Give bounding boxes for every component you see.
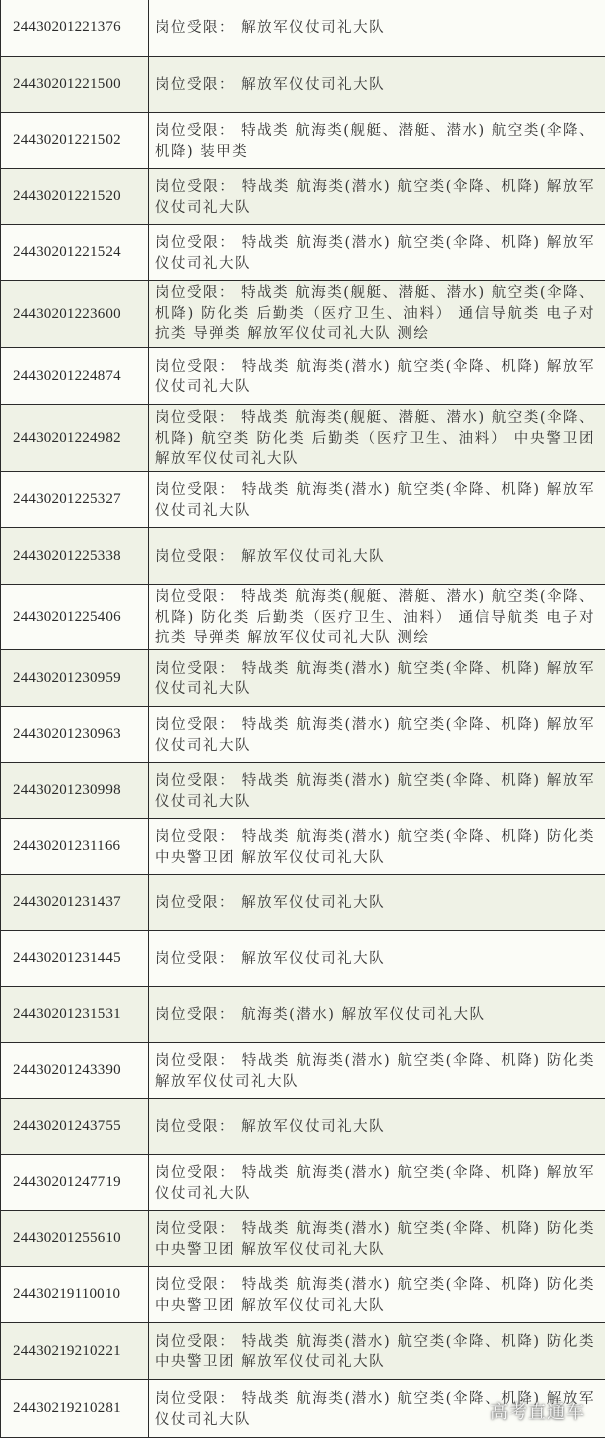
- restriction-cell: 岗位受限： 特战类 航海类(潜水) 航空类(伞降、机降) 解放军仪仗司礼大队: [149, 1380, 605, 1437]
- restriction-cell: 岗位受限： 特战类 航海类(潜水) 航空类(伞降、机降) 防化类 中央警卫团 解放军仪仗司礼大队: [149, 819, 605, 874]
- table-row: [1, 472, 605, 528]
- code-cell: 24430201221502: [1, 113, 149, 168]
- restriction-cell: 岗位受限： 特战类 航海类(舰艇、潜艇、潜水) 航空类(伞降、机降) 防化类 后勤类（医疗卫生、油料） 通信导航类 电子对抗类 导弹类 解放军仪仗司礼大队 测绘: [149, 281, 605, 347]
- code-cell: 24430201225406: [1, 585, 149, 649]
- table-row: [1, 225, 605, 281]
- table-row: [1, 1099, 605, 1155]
- restriction-cell: 岗位受限： 特战类 航海类(潜水) 航空类(伞降、机降) 解放军仪仗司礼大队: [149, 1155, 605, 1210]
- code-cell: 24430201243390: [1, 1043, 149, 1098]
- table-row: [1, 348, 605, 405]
- code-cell: 24430201231445: [1, 931, 149, 986]
- code-cell: 24430201230998: [1, 763, 149, 818]
- table-row: [1, 987, 605, 1043]
- table-row: [1, 1267, 605, 1323]
- table-row: [1, 1211, 605, 1267]
- table-row: [1, 819, 605, 875]
- code-cell: 24430201224982: [1, 405, 149, 471]
- restriction-cell: 岗位受限： 解放军仪仗司礼大队: [149, 0, 605, 56]
- table-row: [1, 281, 605, 348]
- code-cell: 24430219210221: [1, 1323, 149, 1379]
- restriction-cell: 岗位受限： 解放军仪仗司礼大队: [149, 528, 605, 584]
- code-cell: 24430201221524: [1, 225, 149, 280]
- restriction-cell: 岗位受限： 特战类 航海类(潜水) 航空类(伞降、机降) 防化类 中央警卫团 解放军仪仗司礼大队: [149, 1211, 605, 1266]
- code-cell: 24430201243755: [1, 1099, 149, 1154]
- table-row: [1, 405, 605, 472]
- table-row: [1, 931, 605, 987]
- code-cell: 24430201247719: [1, 1155, 149, 1210]
- table-row: [1, 875, 605, 931]
- code-cell: 24430219210281: [1, 1380, 149, 1437]
- table-row: [1, 1323, 605, 1380]
- code-cell: 24430201221520: [1, 169, 149, 224]
- restriction-cell: 岗位受限： 特战类 航海类(潜水) 航空类(伞降、机降) 防化类 中央警卫团 解放军仪仗司礼大队: [149, 1323, 605, 1379]
- table-row: [1, 169, 605, 225]
- code-cell: 24430201225338: [1, 528, 149, 584]
- code-cell: 24430201231531: [1, 987, 149, 1042]
- code-cell: 24430201221500: [1, 57, 149, 112]
- table-row: [1, 1155, 605, 1211]
- code-cell: 24430201224874: [1, 348, 149, 404]
- restriction-cell: 岗位受限： 解放军仪仗司礼大队: [149, 875, 605, 930]
- code-cell: 24430219110010: [1, 1267, 149, 1322]
- restriction-cell: 岗位受限： 解放军仪仗司礼大队: [149, 1099, 605, 1154]
- restriction-cell: 岗位受限： 特战类 航海类(潜水) 航空类(伞降、机降) 防化类 中央警卫团 解放军仪仗司礼大队: [149, 1267, 605, 1322]
- table-row: [1, 0, 605, 57]
- table-row: [1, 57, 605, 113]
- restriction-cell: 岗位受限： 特战类 航海类(潜水) 航空类(伞降、机降) 防化类 解放军仪仗司礼大队: [149, 1043, 605, 1098]
- restriction-cell: 岗位受限： 特战类 航海类(潜水) 航空类(伞降、机降) 解放军仪仗司礼大队: [149, 707, 605, 762]
- restriction-cell: 岗位受限： 特战类 航海类(潜水) 航空类(伞降、机降) 解放军仪仗司礼大队: [149, 225, 605, 280]
- restriction-cell: 岗位受限： 特战类 航海类(舰艇、潜艇、潜水) 航空类(伞降、机降) 防化类 后勤类（医疗卫生、油料） 通信导航类 电子对抗类 导弹类 解放军仪仗司礼大队 测绘: [149, 585, 605, 649]
- table-row: [1, 113, 605, 169]
- table-row: [1, 707, 605, 763]
- restriction-cell: 岗位受限： 特战类 航海类(潜水) 航空类(伞降、机降) 解放军仪仗司礼大队: [149, 169, 605, 224]
- restriction-cell: 岗位受限： 航海类(潜水) 解放军仪仗司礼大队: [149, 987, 605, 1042]
- code-cell: 24430201230963: [1, 707, 149, 762]
- code-cell: 24430201223600: [1, 281, 149, 347]
- restriction-cell: 岗位受限： 特战类 航海类(舰艇、潜艇、潜水) 航空类(伞降、机降) 装甲类: [149, 113, 605, 168]
- code-cell: 24430201231437: [1, 875, 149, 930]
- code-cell: 24430201231166: [1, 819, 149, 874]
- restriction-cell: 岗位受限： 解放军仪仗司礼大队: [149, 931, 605, 986]
- code-cell: 24430201225327: [1, 472, 149, 527]
- table-row: [1, 528, 605, 585]
- table-row: [1, 763, 605, 819]
- restriction-cell: 岗位受限： 特战类 航海类(潜水) 航空类(伞降、机降) 解放军仪仗司礼大队: [149, 650, 605, 706]
- restriction-cell: 岗位受限： 解放军仪仗司礼大队: [149, 57, 605, 112]
- table-row: [1, 585, 605, 650]
- code-cell: 24430201255610: [1, 1211, 149, 1266]
- restriction-cell: 岗位受限： 特战类 航海类(舰艇、潜艇、潜水) 航空类(伞降、机降) 航空类 防化类 后勤类（医疗卫生、油料） 中央警卫团 解放军仪仗司礼大队: [149, 405, 605, 471]
- watermark-logo: 高考直通车: [490, 1398, 585, 1424]
- restriction-cell: 岗位受限： 特战类 航海类(潜水) 航空类(伞降、机降) 解放军仪仗司礼大队: [149, 763, 605, 818]
- code-cell: 24430201221376: [1, 0, 149, 56]
- restriction-cell: 岗位受限： 特战类 航海类(潜水) 航空类(伞降、机降) 解放军仪仗司礼大队: [149, 472, 605, 527]
- table-row: [1, 1043, 605, 1099]
- code-cell: 24430201230959: [1, 650, 149, 706]
- table-row: [1, 650, 605, 707]
- restriction-cell: 岗位受限： 特战类 航海类(潜水) 航空类(伞降、机降) 解放军仪仗司礼大队: [149, 348, 605, 404]
